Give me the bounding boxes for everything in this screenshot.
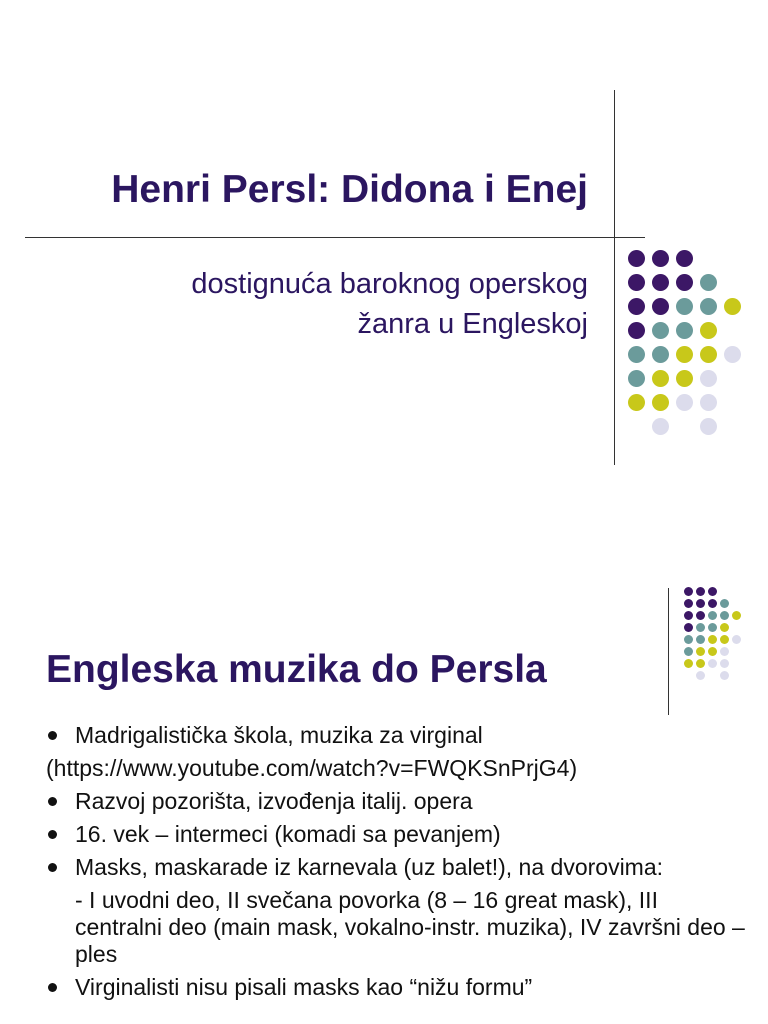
decorative-dot [700,346,717,363]
decorative-dot [676,346,693,363]
decorative-dot [652,394,669,411]
bullet-item [46,788,746,815]
decorative-dot [684,659,693,668]
decorative-dot [708,611,717,620]
decorative-dot [720,659,729,668]
item-text: (https://www.youtube.com/watch?v=FWQKSnPrjG4) [46,755,578,781]
decorative-dot [696,611,705,620]
decorative-dot [684,587,693,596]
decorative-dot [676,298,693,315]
subtitle-line: žanra u Engleskoj [357,308,588,340]
item-text: Razvoj pozorišta, izvođenja italij. opera [75,788,473,814]
decorative-dot [708,647,717,656]
vertical-divider [668,588,669,715]
bullet-icon [48,830,57,839]
decorative-dot [628,298,645,315]
bullet-item [46,722,746,749]
decorative-dot [720,671,729,680]
decorative-dot [628,370,645,387]
decorative-dot [696,671,705,680]
decorative-dot [652,250,669,267]
decorative-dot [676,322,693,339]
decorative-dot [652,346,669,363]
decorative-dot [696,599,705,608]
decorative-dot [724,346,741,363]
bullet-icon [48,863,57,872]
vertical-divider [614,90,615,465]
decorative-dot [696,659,705,668]
decorative-dot [652,418,669,435]
decorative-dot [724,298,741,315]
bullet-icon [48,731,57,740]
bullet-item [46,821,746,848]
slide-title: Engleska muzika do Persla [46,648,547,691]
decorative-dot [676,250,693,267]
decorative-dot [708,587,717,596]
bullet-icon [48,797,57,806]
decorative-dot [700,322,717,339]
decorative-dot [720,599,729,608]
bullet-item [46,974,746,1001]
horizontal-divider [25,237,645,238]
decorative-dot [628,346,645,363]
decorative-dot [700,394,717,411]
decorative-dot [700,418,717,435]
slide-title: Henri Persl: Didona i Enej [111,168,588,211]
decorative-dot [628,322,645,339]
decorative-dot [652,298,669,315]
content-slide [0,540,768,1024]
item-text: Virginalisti nisu pisali masks kao “nižu formu” [75,974,533,1000]
decorative-dot [696,635,705,644]
decorative-dot [708,623,717,632]
subtitle-line: dostignuća baroknog operskog [191,268,588,300]
decorative-dot [700,370,717,387]
sub-item [46,887,746,968]
decorative-dot [696,587,705,596]
bullet-item [46,854,746,881]
item-text: Masks, maskarade iz karnevala (uz balet!), na dvorovima: [75,854,664,880]
decorative-dot [732,611,741,620]
decorative-dot [684,635,693,644]
decorative-dot [696,647,705,656]
decorative-dot [628,274,645,291]
decorative-dot [684,623,693,632]
decorative-dot [676,274,693,291]
decorative-dot [684,647,693,656]
decorative-dot [652,370,669,387]
text-line [46,755,746,782]
decorative-dot [732,635,741,644]
decorative-dot [676,394,693,411]
slide-subtitle [191,264,588,344]
decorative-dot [720,611,729,620]
decorative-dot [708,635,717,644]
decorative-dot [628,250,645,267]
decorative-dot [684,611,693,620]
item-text: Madrigalistička škola, muzika za virginal [75,722,483,748]
item-text: - I uvodni deo, II svečana povorka (8 – 16 great mask), III centralni deo (main mask, vokalno-instr. muzika), IV završni deo – ples [75,887,745,967]
decorative-dot [676,370,693,387]
decorative-dot [652,274,669,291]
decorative-dot [708,659,717,668]
decorative-dot [700,298,717,315]
decorative-dot [696,623,705,632]
decorative-dot [684,599,693,608]
bullet-list [46,722,746,1007]
decorative-dot [628,394,645,411]
decorative-dot [708,599,717,608]
decorative-dot [720,623,729,632]
item-text: 16. vek – intermeci (komadi sa pevanjem) [75,821,501,847]
decorative-dot [700,274,717,291]
decorative-dot [720,635,729,644]
bullet-icon [48,983,57,992]
decorative-dot [720,647,729,656]
decorative-dot [652,322,669,339]
